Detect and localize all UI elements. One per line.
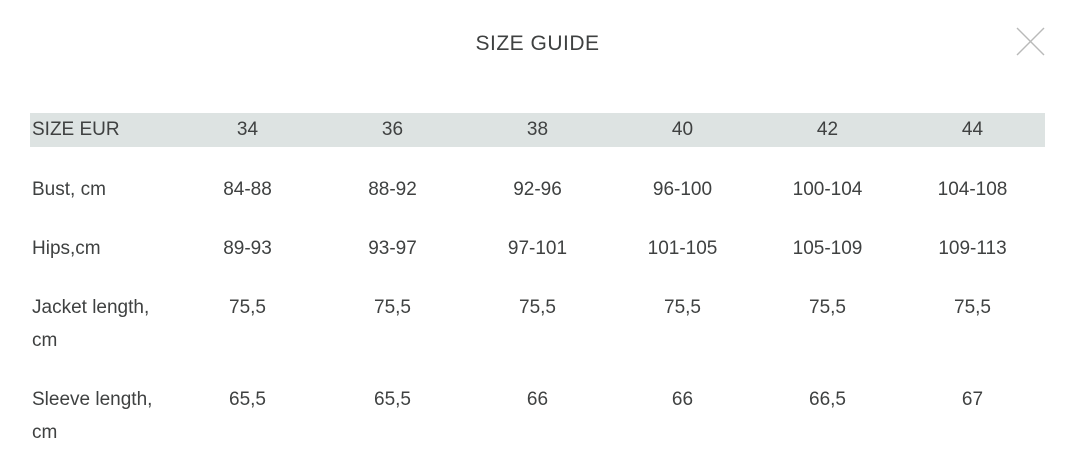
table-row-sleeve-length (30, 357, 1045, 449)
table-cell: 65,5 (229, 389, 266, 410)
table-cell: 109-113 (938, 238, 1007, 259)
size-col-header: 44 (900, 113, 1045, 147)
table-cell: 93-97 (368, 238, 417, 259)
table-cell: 75,5 (229, 297, 266, 318)
table-cell: 66,5 (809, 389, 846, 410)
table-cell: 104-108 (937, 179, 1008, 200)
table-cell: 66 (526, 389, 549, 410)
table-cell: 89-93 (223, 238, 272, 259)
row-label: Sleeve length, cm (32, 389, 153, 443)
size-col-header: 42 (755, 113, 900, 147)
table-cell: 65,5 (374, 389, 411, 410)
size-col-header: 38 (465, 113, 610, 147)
table-cell: 75,5 (809, 297, 846, 318)
size-col-header: 36 (320, 113, 465, 147)
table-cell: 105-109 (792, 238, 863, 259)
size-col-header: 34 (175, 113, 320, 147)
table-cell: 84-88 (223, 179, 272, 200)
table-cell: 66 (671, 389, 694, 410)
table-cell: 67 (961, 389, 984, 410)
table-cell: 96-100 (652, 179, 713, 200)
table-cell: 88-92 (368, 179, 417, 200)
table-row-bust (30, 147, 1045, 206)
close-button[interactable] (1015, 26, 1046, 57)
size-eur-header: SIZE EUR (30, 113, 175, 147)
table-cell: 92-96 (513, 179, 562, 200)
table-row-jacket-length (30, 265, 1045, 357)
size-col-header: 40 (610, 113, 755, 147)
table-cell: 101-105 (647, 238, 718, 259)
row-label: Bust, cm (32, 179, 106, 200)
table-cell: 75,5 (664, 297, 701, 318)
table-cell: 75,5 (954, 297, 991, 318)
row-label: Hips,cm (32, 238, 101, 259)
table-cell: 97-101 (507, 238, 568, 259)
close-icon (1015, 26, 1046, 57)
table-cell: 75,5 (519, 297, 556, 318)
size-guide-table (30, 113, 1045, 449)
size-table-header-row (30, 113, 1045, 147)
row-label: Jacket length, cm (32, 297, 150, 351)
table-cell: 100-104 (792, 179, 863, 200)
table-row-hips (30, 206, 1045, 265)
table-cell: 75,5 (374, 297, 411, 318)
page-title: SIZE GUIDE (475, 32, 600, 55)
